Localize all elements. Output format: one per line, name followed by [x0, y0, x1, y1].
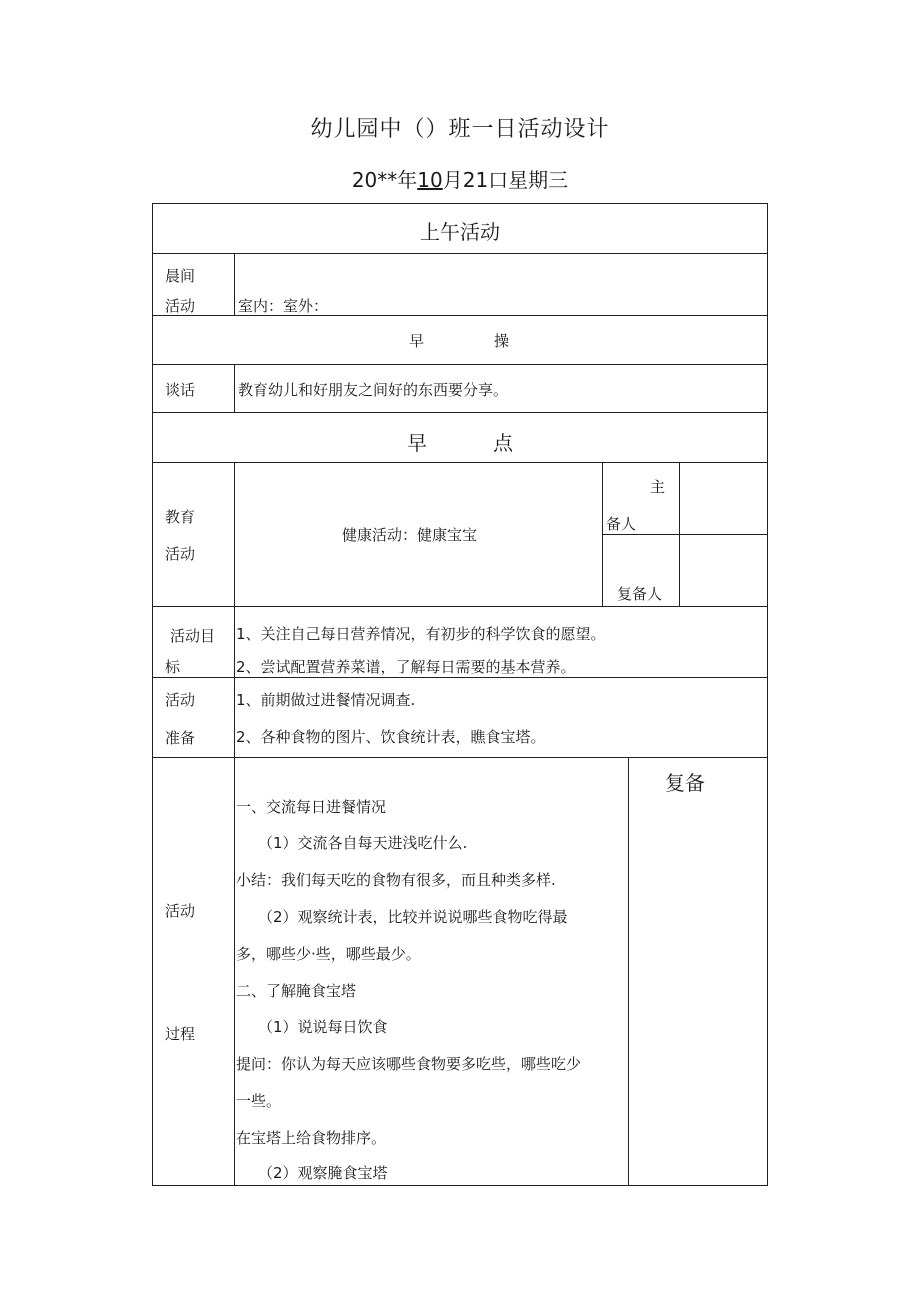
- row-divider: [152, 412, 768, 413]
- row-divider: [152, 364, 768, 365]
- process-line: 一些。: [236, 1092, 282, 1110]
- prep-item: 1、前期做过进餐情况调查.: [236, 691, 416, 709]
- goal-item: 2、尝试配置营养菜谱，了解每日需要的基本营养。: [236, 658, 576, 676]
- process-line: 多，哪些少·些，哪些最少。: [236, 945, 421, 963]
- process-label-line1: 活动: [165, 902, 196, 920]
- prep-label-line2: 准备: [165, 729, 196, 747]
- page-title: 幼儿园中（）班一日活动设计: [310, 117, 610, 142]
- row-divider: [152, 677, 768, 678]
- process-line: 提问：你认为每天应该哪些食物要多吃些，哪些吃少: [236, 1055, 582, 1073]
- process-line: （2）观察统计表，比较并说说哪些食物吃得最: [258, 908, 568, 926]
- col-divider: [234, 462, 235, 1186]
- process-line: （1）说说每日饮食: [258, 1018, 388, 1036]
- row-divider: [152, 462, 768, 463]
- vice-prep: 复备人: [617, 585, 663, 603]
- process-line: （1）交流各自每天进浅吃什么.: [258, 834, 468, 852]
- goal-label-line2: 标: [165, 658, 181, 676]
- section-morning: 上午活动: [420, 220, 500, 244]
- table-border-top: [152, 203, 768, 204]
- edu-label-line1: 教育: [165, 508, 196, 526]
- exercise-char-2: 操: [494, 332, 510, 350]
- edu-label-line2: 活动: [165, 545, 196, 563]
- date-line: [0, 164, 920, 193]
- exercise-char-1: 早: [409, 332, 425, 350]
- prep-item: 2、各种食物的图片、饮食统计表，瞧食宝塔。: [236, 728, 546, 746]
- col-divider: [234, 364, 235, 412]
- process-line: （2）观察腌食宝塔: [258, 1164, 388, 1182]
- process-label-line2: 过程: [165, 1025, 196, 1043]
- process-line: 二、了解腌食宝塔: [236, 982, 357, 1000]
- process-line: 小结：我们每天吃的食物有很多，而且种类多样.: [236, 871, 556, 889]
- table-border-left: [152, 203, 153, 1186]
- col-divider: [234, 253, 235, 315]
- row-divider: [152, 606, 768, 607]
- main-prep-line2: 备人: [606, 515, 637, 533]
- morning-label-line2: 活动: [165, 297, 196, 315]
- date-suffix: 月21口星期三: [442, 168, 569, 192]
- process-line: 一、交流每日进餐情况: [236, 798, 387, 816]
- date-month: 10: [417, 168, 443, 192]
- talk-value: 教育幼儿和好朋友之间好的东西要分享。: [238, 381, 509, 399]
- goal-label-line1: 活动目: [170, 627, 216, 645]
- col-divider: [602, 462, 603, 606]
- process-line: 在宝塔上给食物排序。: [236, 1129, 387, 1147]
- goal-item: 1、关注自己每日营养情况，有初步的科学饮食的愿望。: [236, 625, 606, 643]
- col-divider: [679, 462, 680, 606]
- col-divider: [628, 757, 629, 1186]
- review-header: 复备: [665, 771, 705, 795]
- morning-label-line1: 晨间: [165, 267, 196, 285]
- snack-char-2: 点: [493, 431, 513, 455]
- table-border-bottom: [152, 1185, 768, 1186]
- table-border-right: [767, 203, 768, 1186]
- snack-char-1: 早: [407, 431, 427, 455]
- talk-label: 谈话: [165, 381, 196, 399]
- date-prefix: 20**年: [351, 168, 418, 192]
- morning-value: 室内：室外：: [238, 297, 329, 315]
- row-divider: [152, 253, 768, 254]
- prep-divider: [602, 534, 768, 535]
- main-prep-line1: 主: [650, 478, 666, 496]
- edu-value: 健康活动：健康宝宝: [342, 526, 478, 544]
- prep-label-line1: 活动: [165, 691, 196, 709]
- row-divider: [152, 757, 768, 758]
